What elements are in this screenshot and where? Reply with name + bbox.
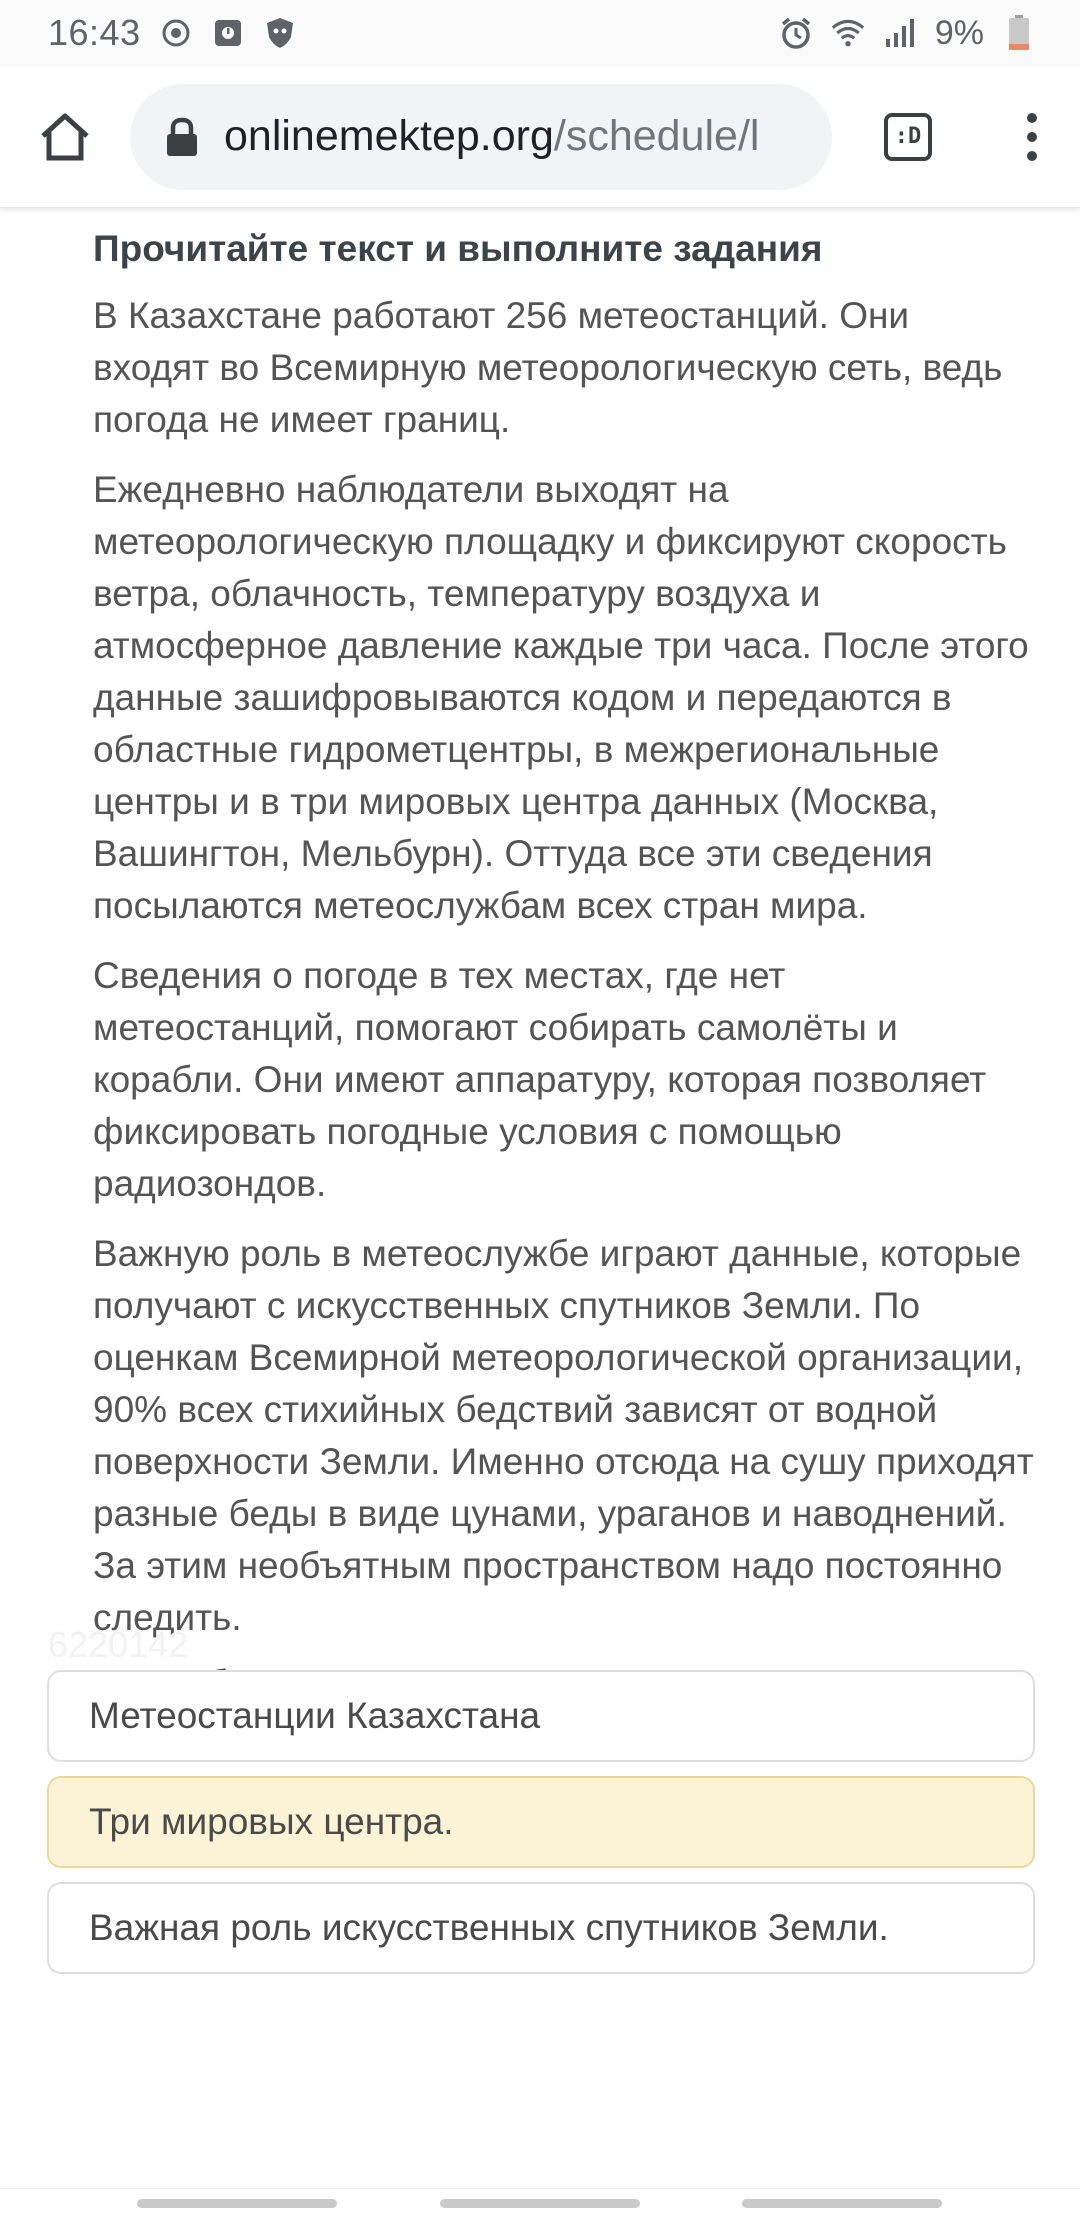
task-heading: Прочитайте текст и выполните задания bbox=[93, 228, 823, 269]
home-icon bbox=[39, 112, 91, 162]
wifi-icon bbox=[831, 16, 865, 50]
browser-toolbar bbox=[0, 66, 1080, 208]
answer-option-label: Три мировых центра. bbox=[89, 1801, 454, 1842]
sync-icon bbox=[159, 16, 193, 50]
battery-percent: 9% bbox=[934, 13, 984, 52]
menu-button[interactable] bbox=[984, 66, 1080, 208]
url-text bbox=[224, 112, 759, 161]
alarm-icon bbox=[779, 16, 813, 50]
nav-recents-handle[interactable] bbox=[137, 2199, 337, 2208]
answer-options bbox=[47, 1670, 1035, 1988]
status-bar bbox=[0, 0, 1080, 66]
nav-back-handle[interactable] bbox=[742, 2199, 942, 2208]
text-paragraph: В Казахстане работают 256 метеостанций. Они входят во Всемирную метеорологическую сеть, ведь погода не имеет границ. bbox=[93, 295, 1003, 440]
url-host: onlinemektep.org bbox=[224, 112, 554, 160]
calendar-icon bbox=[211, 16, 245, 50]
more-vert-icon bbox=[1027, 113, 1037, 161]
status-right bbox=[779, 14, 1036, 53]
shield-icon bbox=[263, 16, 297, 50]
answer-option-label: Важная роль искусственных спутников Земли. bbox=[89, 1907, 889, 1948]
system-nav-bar bbox=[0, 2188, 1080, 2220]
answer-option-selected[interactable] bbox=[47, 1776, 1035, 1868]
home-button[interactable] bbox=[0, 66, 130, 208]
tabs-button[interactable] bbox=[832, 66, 984, 208]
watermark-id: 6220142 bbox=[48, 1624, 189, 1665]
nav-home-handle[interactable] bbox=[440, 2199, 640, 2208]
status-left bbox=[48, 12, 297, 54]
address-bar[interactable] bbox=[130, 84, 832, 190]
text-paragraph: Ежедневно наблюдатели выходят на метеорологическую площадку и фиксируют скорость ветра, облачность, температуру воздуха и атмосферное давление каждые три часа. После этого данные зашифровываются кодом и передаются в областные гидрометцентры, в межрегиональные центры и в три мировых центра данных (Москва, Вашингтон, Мельбурн). Оттуда все эти сведения посылаются метеослужбам всех стран мира. bbox=[93, 469, 1029, 926]
battery-icon bbox=[1002, 16, 1036, 50]
answer-option[interactable] bbox=[47, 1882, 1035, 1974]
answer-option[interactable] bbox=[47, 1670, 1035, 1762]
text-paragraph: Сведения о погоде в тех местах, где нет метеостанций, помогают собирать самолёты и корабли. Они имеют аппаратуру, которая позволяет фиксировать погодные условия с помощью радиозондов. bbox=[93, 955, 987, 1204]
answer-option-label: Метеостанции Казахстана bbox=[89, 1695, 541, 1736]
url-path: /schedule/l bbox=[553, 112, 760, 160]
signal-icon bbox=[883, 16, 917, 50]
status-time: 16:43 bbox=[48, 12, 141, 53]
tabs-icon: :D bbox=[884, 113, 932, 161]
text-paragraph: Важную роль в метеослужбе играют данные, которые получают с искусственных спутников Земли. По оценкам Всемирной метеорологической организации, 90% всех стихийных бедствий зависят от водной поверхности Земли. Именно отсюда на сушу приходят разные беды в виде цунами, ураганов и наводнений. За этим необъятным пространством надо постоянно следить. bbox=[93, 1233, 1034, 1638]
lock-icon bbox=[164, 117, 200, 157]
